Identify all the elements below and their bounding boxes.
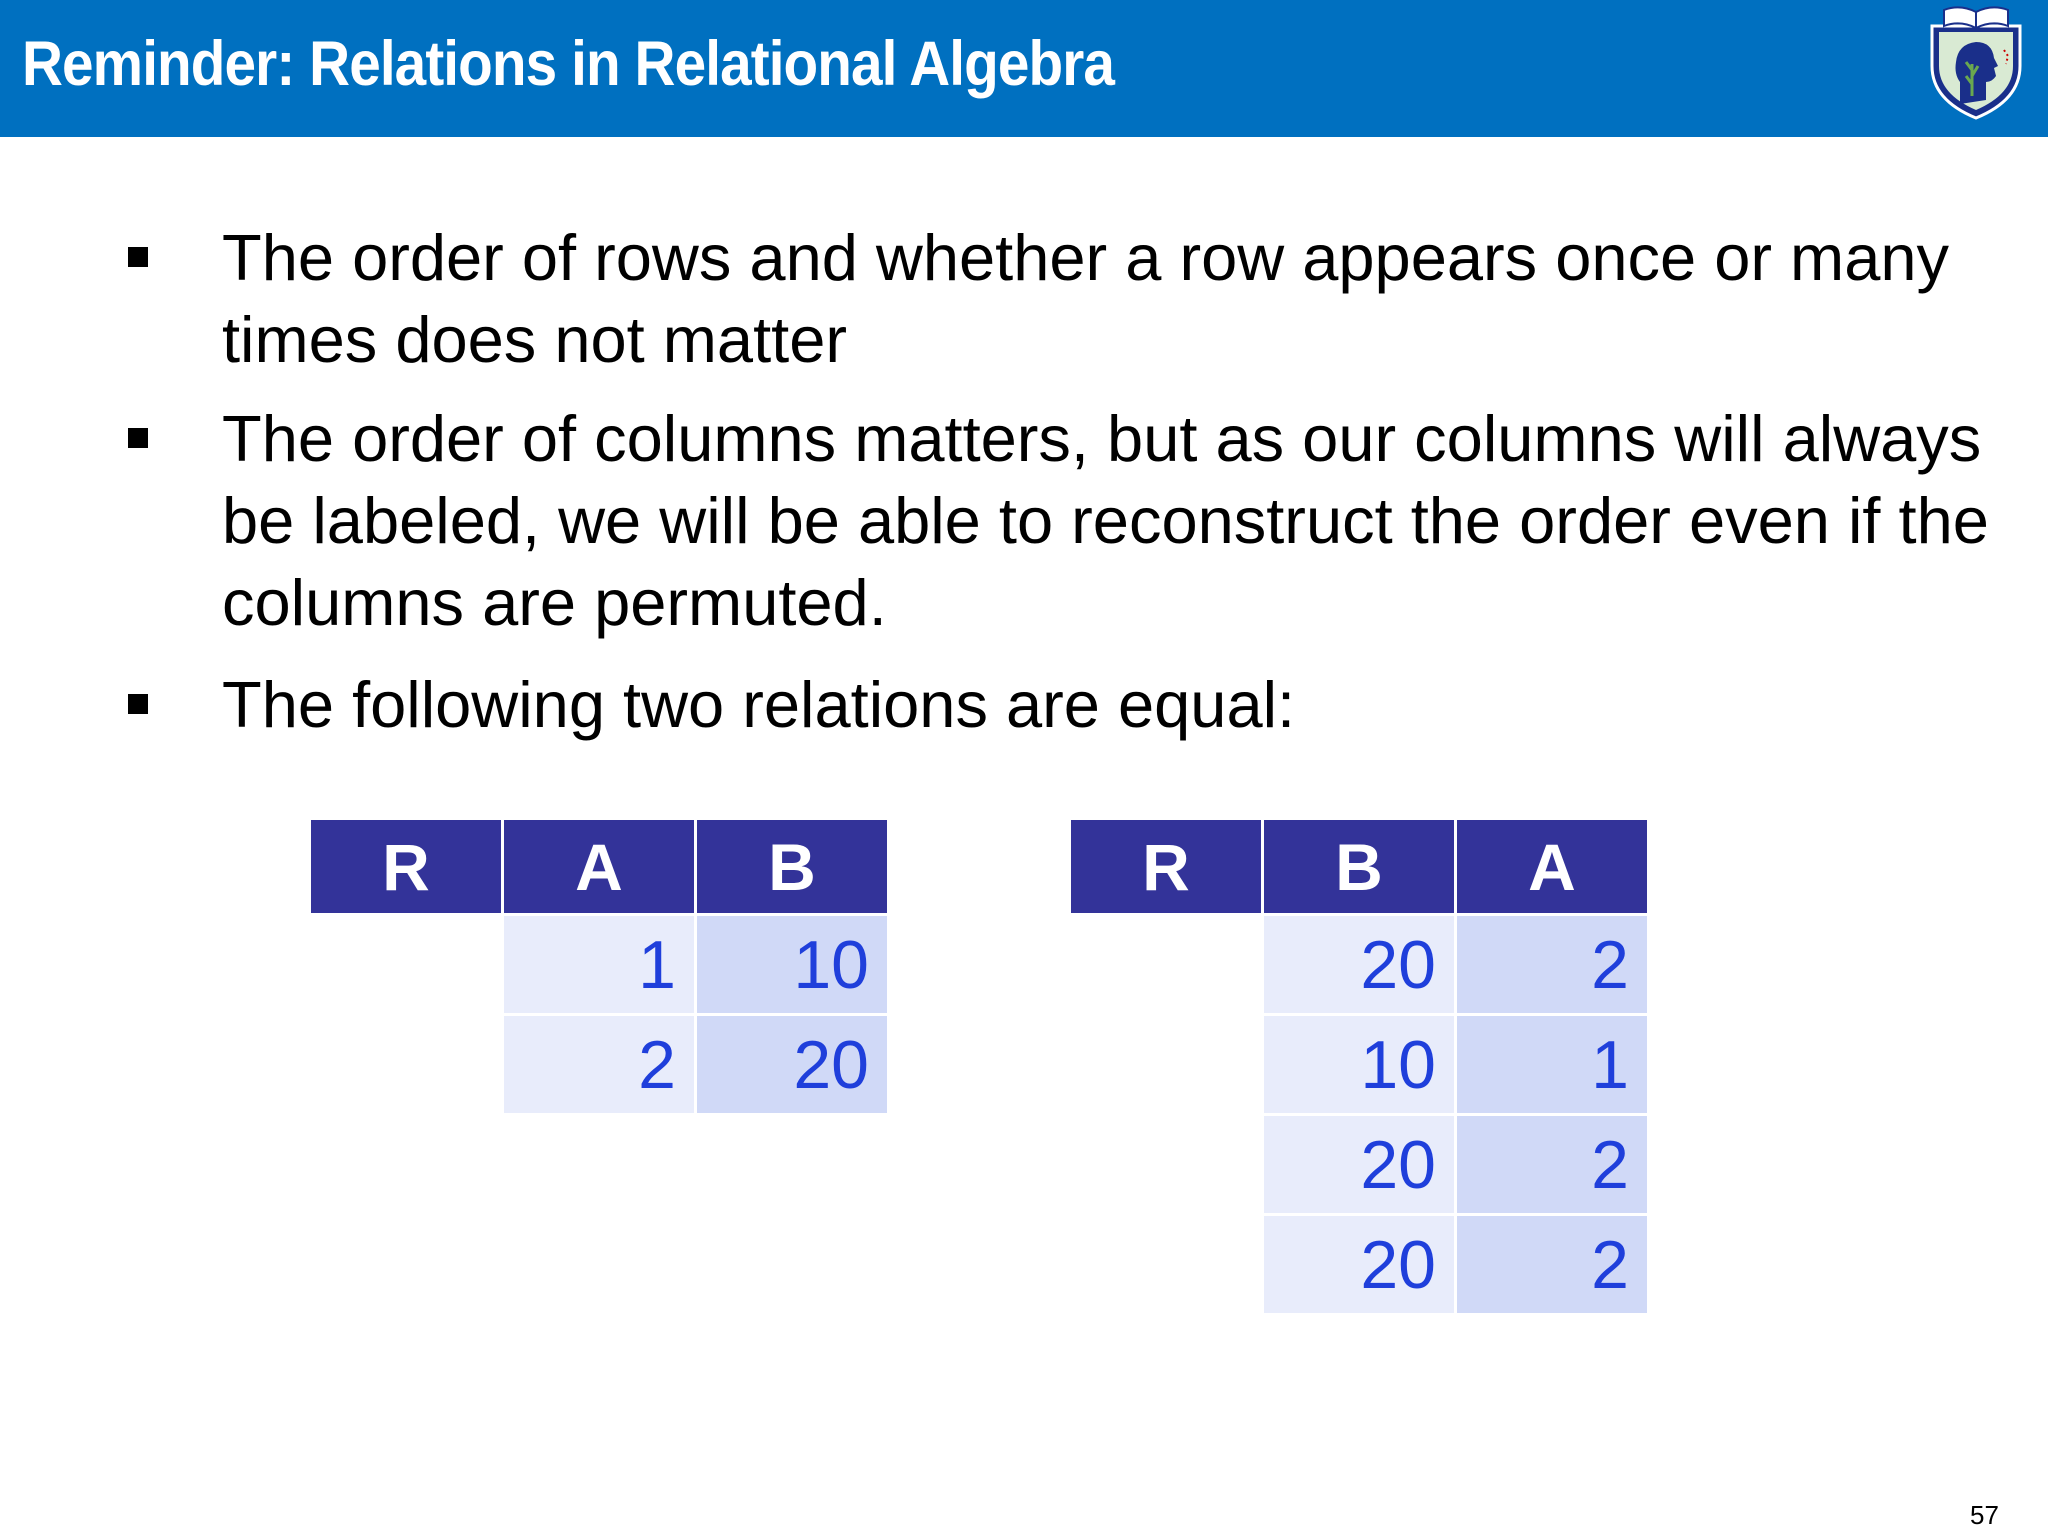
bullet-item: The order of rows and whether a row appears once or many times does not matter (222, 221, 1950, 376)
table-row (311, 916, 887, 1013)
table-cell: 2 (1457, 1216, 1647, 1313)
bullet-item: The order of columns matters, but as our columns will always be labeled, we will be able to reconstruct the order even if the columns are permuted. (222, 402, 1989, 639)
page-number: 57 (1970, 1500, 1999, 1530)
table-cell: 20 (697, 1016, 887, 1113)
relation-table-left (308, 817, 890, 1116)
university-shield-logo-icon (1926, 4, 2026, 122)
table-cell (311, 1016, 501, 1113)
table-row (1071, 1016, 1647, 1113)
bullet-item: The following two relations are equal: (222, 668, 1296, 741)
column-header: R (1071, 820, 1261, 913)
table-header-row (1071, 820, 1647, 913)
table-cell: 10 (697, 916, 887, 1013)
table-row (1071, 1216, 1647, 1313)
table-row (1071, 916, 1647, 1013)
table-cell: 1 (1457, 1016, 1647, 1113)
table-cell: 2 (1457, 916, 1647, 1013)
table-cell (1071, 1016, 1261, 1113)
table-row (1071, 1116, 1647, 1213)
slide-title: Reminder: Relations in Relational Algebra (22, 29, 1115, 99)
table-cell (1071, 1216, 1261, 1313)
bullet-marker (128, 247, 148, 267)
table-cell: 20 (1264, 1216, 1454, 1313)
table-cell: 20 (1264, 916, 1454, 1013)
table-row (311, 1016, 887, 1113)
bullet-marker (128, 694, 148, 714)
table-header-row (311, 820, 887, 913)
column-header: B (697, 820, 887, 913)
column-header: B (1264, 820, 1454, 913)
column-header: R (311, 820, 501, 913)
table-cell (311, 916, 501, 1013)
column-header: A (1457, 820, 1647, 913)
title-bar (0, 0, 2048, 137)
table-cell: 10 (1264, 1016, 1454, 1113)
table-cell (1071, 916, 1261, 1013)
table-cell (1071, 1116, 1261, 1213)
column-header: A (504, 820, 694, 913)
table-cell: 1 (504, 916, 694, 1013)
table-cell: 2 (1457, 1116, 1647, 1213)
bullet-marker (128, 428, 148, 448)
table-cell: 2 (504, 1016, 694, 1113)
table-cell: 20 (1264, 1116, 1454, 1213)
relation-table-right (1068, 817, 1650, 1316)
